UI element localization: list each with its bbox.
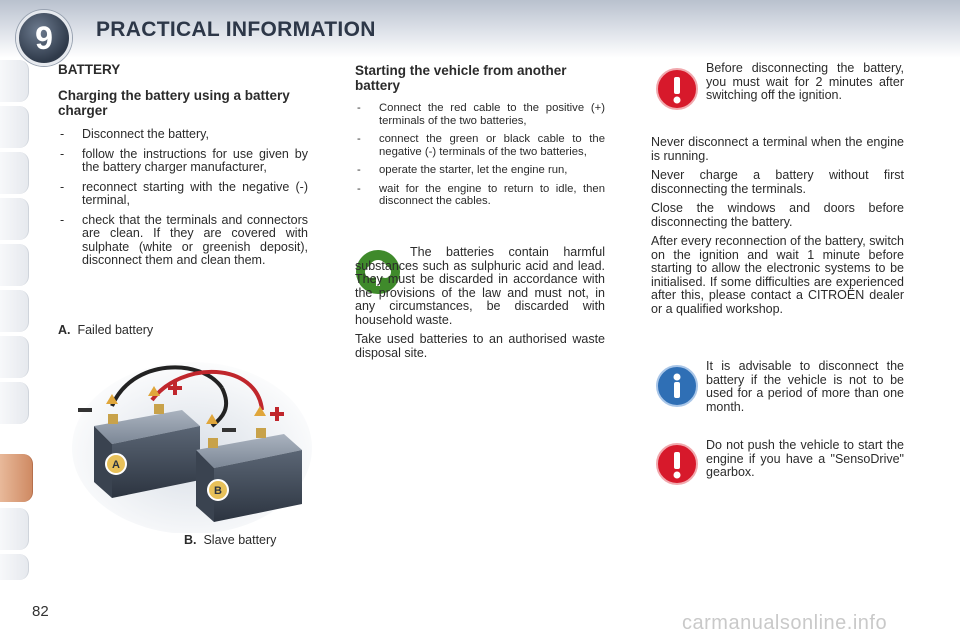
chapter-tab-5[interactable] bbox=[0, 244, 29, 286]
jump-start-illustration bbox=[72, 348, 312, 533]
precaution-paragraph: After every reconnection of the battery, switch on the ignition and wait 1 minute before starting to allow the electronic systems to be initialised. If some difficulties are experienced after this, please contact a CITROËN dealer or a qualified workshop. bbox=[651, 234, 904, 316]
title-jump-start: Starting the vehicle from another battery bbox=[355, 63, 567, 93]
charging-step: - reconnect starting with the negative (-) terminal, bbox=[58, 181, 308, 208]
caption-text-a: Failed battery bbox=[77, 323, 154, 337]
jump-start-step: - wait for the engine to return to idle, then disconnect the cables. bbox=[355, 183, 605, 208]
charging-steps bbox=[58, 128, 308, 274]
caption-letter-a: A. bbox=[58, 323, 71, 337]
chapter-tab-2[interactable] bbox=[0, 106, 29, 148]
chapter-tab-6[interactable] bbox=[0, 290, 29, 332]
chapter-tab-8[interactable] bbox=[0, 382, 29, 424]
section-title-battery: BATTERY bbox=[58, 62, 121, 77]
chapter-tab-7[interactable] bbox=[0, 336, 29, 378]
subsection-title-charging: Charging the battery using a battery charger bbox=[58, 88, 290, 118]
info-icon bbox=[656, 365, 698, 407]
chapter-tabs bbox=[0, 60, 34, 580]
watermark: carmanualsonline.info bbox=[682, 612, 888, 634]
charging-step: - Disconnect the battery, bbox=[58, 128, 308, 142]
chapter-number-badge: 9 bbox=[16, 10, 72, 66]
exclamation-icon bbox=[656, 443, 698, 485]
info-disconnect-note: It is advisable to disconnect the battery if the vehicle is not to be used for a period of more than one month. bbox=[706, 359, 904, 414]
page-number: 82 bbox=[32, 603, 49, 620]
jump-start-step: - operate the starter, let the engine run, bbox=[355, 164, 605, 177]
precaution-paragraph: Never charge a battery without first disconnecting the terminals. bbox=[651, 168, 904, 196]
caption-letter-b: B. bbox=[184, 533, 197, 547]
precaution-paragraph: Never disconnect a terminal when the engine is running. bbox=[651, 135, 904, 163]
warning-push-start-note: Do not push the vehicle to start the engine if you have a "SensoDrive" gearbox. bbox=[706, 438, 904, 479]
environment-note: The batteries contain harmful substances such as sulphuric acid and lead. They must be discarded in accordance with the provisions of the law and must not, in any circumstances, be discarded with household waste. bbox=[355, 245, 605, 327]
chapter-tab-9-active[interactable] bbox=[0, 454, 33, 502]
jump-start-step: - connect the green or black cable to the negative (-) terminals of the two batteries, bbox=[355, 133, 605, 158]
charging-step: - follow the instructions for use given by the battery charger manufacturer, bbox=[58, 148, 308, 175]
warning-wait-note: Before disconnecting the battery, you must wait for 2 minutes after switching off the ignition. bbox=[706, 61, 904, 102]
battery-precautions bbox=[651, 136, 904, 322]
chapter-tab-10[interactable] bbox=[0, 508, 29, 550]
battery-b bbox=[196, 428, 302, 522]
chapter-tab-4[interactable] bbox=[0, 198, 29, 240]
caption-failed-battery bbox=[58, 324, 153, 338]
disposal-note: Take used batteries to an authorised waste disposal site. bbox=[355, 332, 605, 360]
exclamation-icon bbox=[656, 68, 698, 110]
caption-text-b: Slave battery bbox=[203, 533, 277, 547]
battery-a-label: A bbox=[112, 459, 120, 471]
page-title: PRACTICAL INFORMATION bbox=[96, 18, 376, 41]
caption-slave-battery bbox=[184, 534, 276, 548]
jump-start-steps bbox=[355, 102, 605, 214]
precaution-paragraph: Close the windows and doors before disconnecting the battery. bbox=[651, 201, 904, 229]
chapter-tab-3[interactable] bbox=[0, 152, 29, 194]
chapter-tab-11[interactable] bbox=[0, 554, 29, 580]
environment-note-block bbox=[355, 246, 605, 366]
chapter-tab-1[interactable] bbox=[0, 60, 29, 102]
battery-b-label: B bbox=[214, 485, 222, 497]
charging-step: - check that the terminals and connectors are clean. If they are covered with sulphate (white or greenish deposit), disconnect them and clean them. bbox=[58, 214, 308, 268]
jump-start-step: - Connect the red cable to the positive (+) terminals of the two batteries, bbox=[355, 102, 605, 127]
